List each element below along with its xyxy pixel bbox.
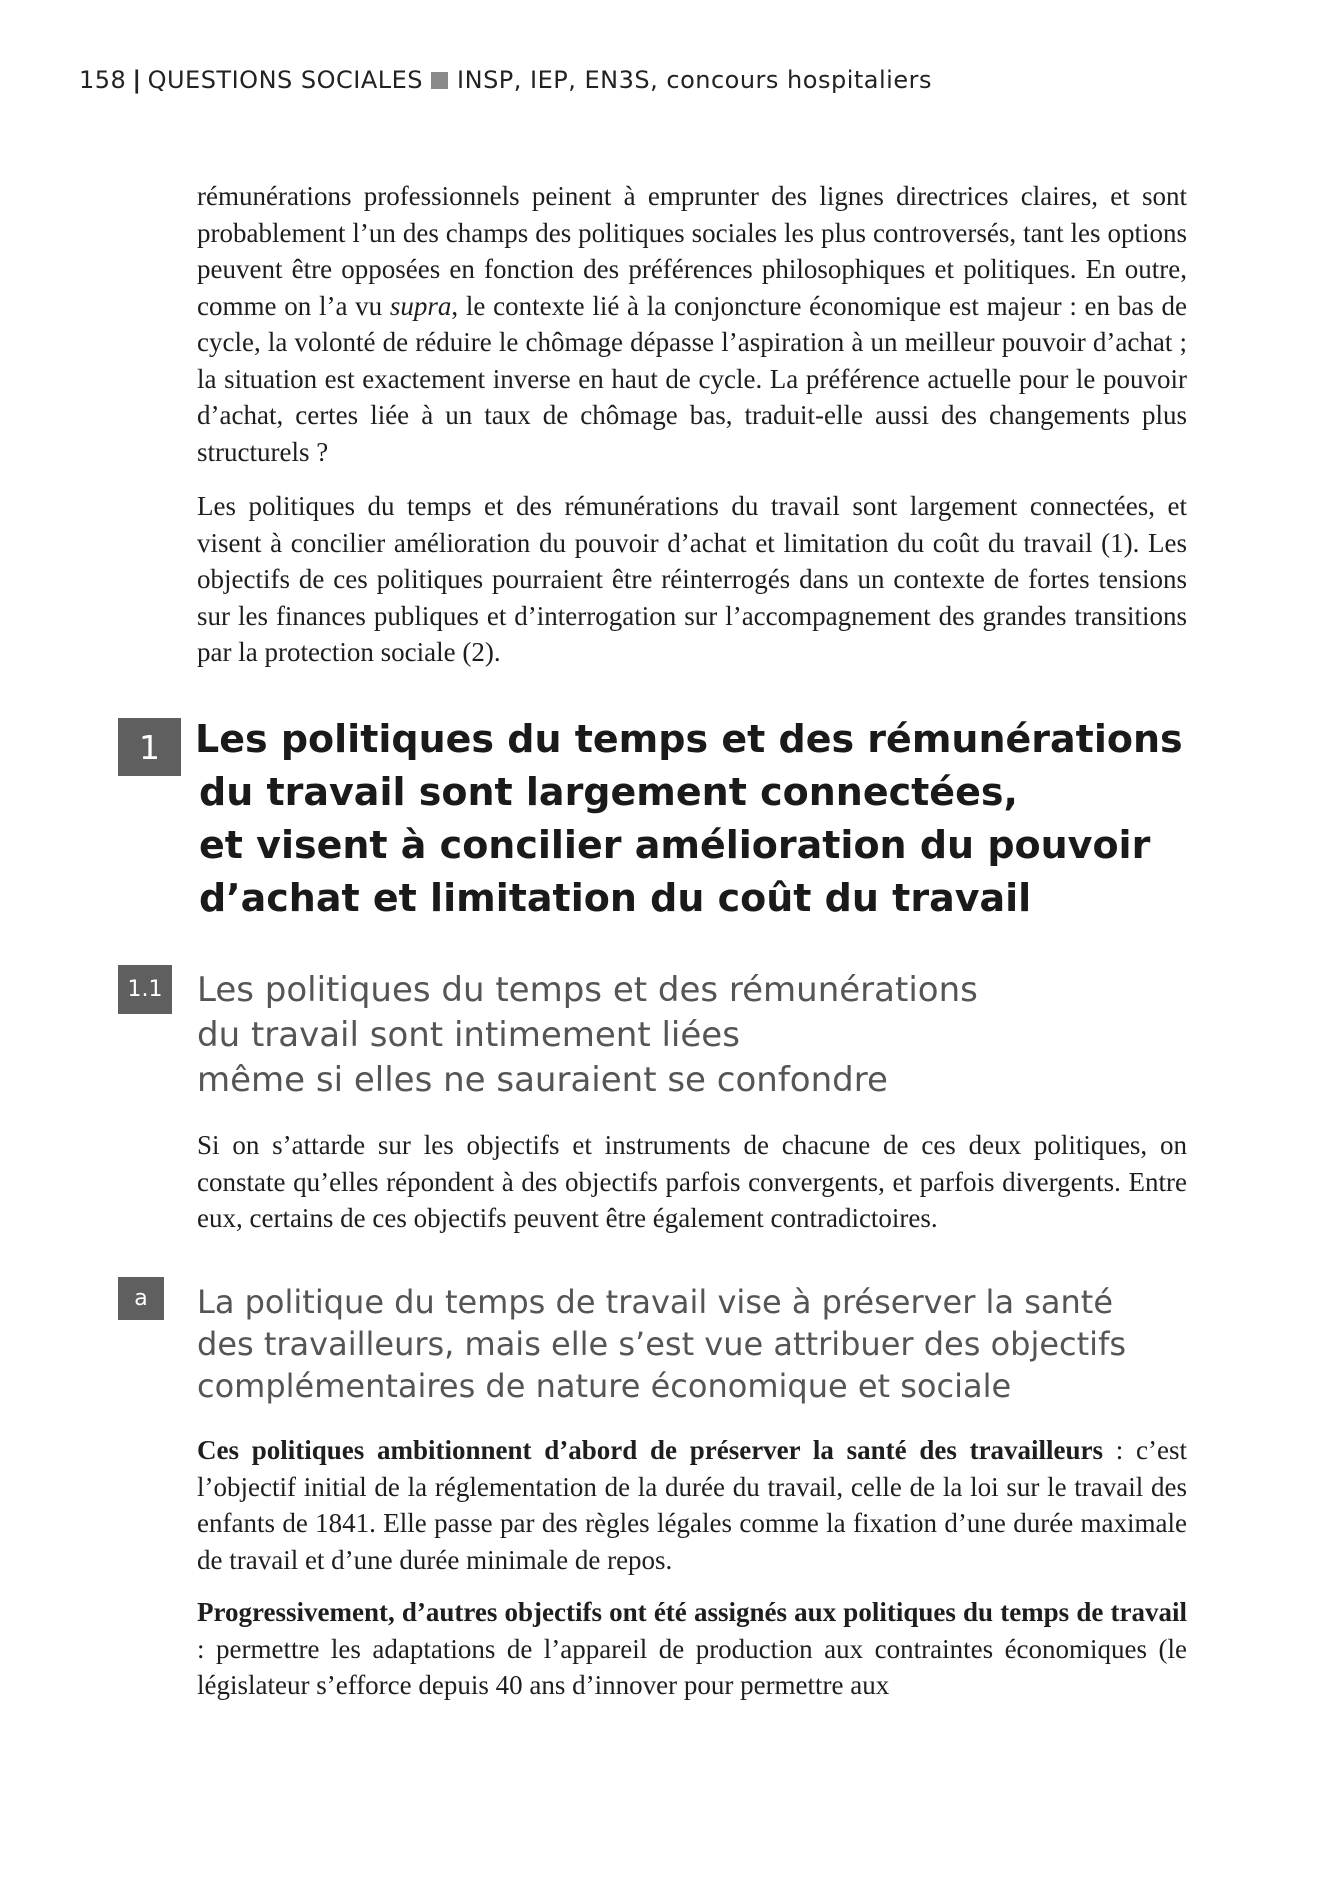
heading-line: d’achat et limitation du coût du travail (199, 876, 1032, 920)
paragraph-lead: Ces politiques ambitionnent d’abord de préserver la santé des travailleurs (197, 1435, 1104, 1465)
square-bullet-icon (431, 72, 448, 89)
heading-line: et visent à concilier amélioration du pouvoir (199, 823, 1151, 867)
subsubsection-a-paragraph-2 (197, 1594, 1187, 1704)
header-separator: | (132, 66, 142, 94)
intro-paragraph-2: Les politiques du temps et des rémunérations du travail sont largement connectées, et visent à concilier amélioration du pouvoir d’achat et limitation du coût du travail (1). Les objectifs de ces politiques pourraient être réinterrogés dans un contexte de fortes tensions sur les finances publiques et d’interrogation sur l’accompagnement des grandes transitions par la protection sociale (2). (197, 491, 1187, 667)
paragraph-text: : permettre les adaptations de l’appareil de production aux contraintes économiques (le législateur s’efforce depuis 40 ans d’innover pour permettre aux (197, 1633, 1187, 1700)
section-1-heading (195, 713, 1195, 925)
paragraph-lead: Progressivement, d’autres objectifs ont été assignés aux politiques du temps de travail (197, 1597, 1187, 1627)
heading-line: Les politiques du temps et des rémunérations (195, 717, 1183, 761)
book-title: QUESTIONS SOCIALES (147, 66, 424, 94)
subsubsection-a-heading (197, 1281, 1197, 1407)
subsubsection-a-paragraph-1 (197, 1432, 1187, 1578)
heading-line: du travail sont largement connectées, (199, 770, 1018, 814)
page-number: 158 (79, 66, 127, 94)
heading-line: La politique du temps de travail vise à préserver la santé (197, 1283, 1114, 1321)
subsection-number-badge (118, 965, 172, 1014)
paragraph-text: : c’est l’objectif initial de la réglementation de la durée du travail, celle de la loi sur le travail des enfants de 1841. Elle passe par des règles légales comme la fixation d’une durée maximale de travail et d’une durée minimale de repos. (197, 1435, 1187, 1575)
intro-paragraph-1: rémunérations professionnels peinent à emprunter des lignes directrices claires, et sont probablement l’un des champs des politiques sociales les plus controversés, tant les options peuvent être opposées en fonction des préférences philosophiques et politiques. En outre, comme on l’a vu supra, le contexte lié à la conjoncture économique est majeur : en bas de cycle, la volonté de réduire le chômage dépasse l’aspiration à un meilleur pouvoir d’achat ; la situation est exactement inverse en haut de cycle. La préférence actuelle pour le pouvoir d’achat, certes liée à un taux de chômage bas, traduit-elle aussi des changements plus structurels ? (197, 181, 1187, 467)
section-number: 1 (139, 727, 160, 767)
heading-line: complémentaires de nature économique et sociale (197, 1367, 1012, 1405)
heading-line: même si elles ne sauraient se confondre (197, 1060, 888, 1100)
series-title: INSP, IEP, EN3S, concours hospitaliers (457, 66, 932, 94)
subsection-number: 1.1 (127, 977, 163, 1002)
heading-line: du travail sont intimement liées (197, 1015, 740, 1055)
subsection-1-1-body: Si on s’attarde sur les objectifs et instruments de chacune de ces deux politiques, on constate qu’elles répondent à des objectifs parfois convergents, et parfois divergents. Entre eux, certains de ces objectifs peuvent être également contradictoires. (197, 1130, 1187, 1233)
subsubsection-label: a (134, 1286, 148, 1311)
subsection-1-1-heading (197, 968, 1177, 1103)
running-head (79, 66, 932, 94)
subsubsection-label-badge (118, 1277, 164, 1320)
heading-line: des travailleurs, mais elle s’est vue attribuer des objectifs (197, 1325, 1126, 1363)
heading-line: Les politiques du temps et des rémunérations (197, 970, 978, 1010)
section-number-badge (118, 718, 181, 776)
